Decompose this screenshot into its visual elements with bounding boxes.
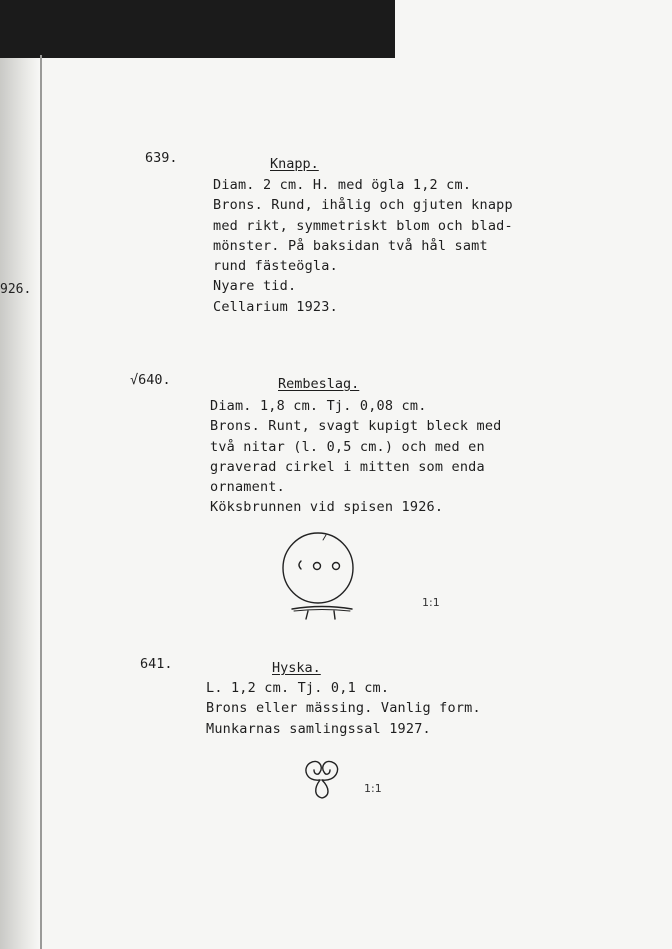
fitting-outline: [283, 533, 353, 603]
entry-title: Rembeslag.: [278, 376, 360, 392]
entry-body: Diam. 2 cm. H. med ögla 1,2 cm. Brons. Rund, ihålig och gjuten knapp med rikt, symmetriskt blom och blad- mönster. På baksidan två hål samt rund fästeögla. Nyare tid. Cellarium 1923.: [213, 177, 513, 315]
hook-sketch: [300, 758, 346, 802]
page-fold-line: [40, 55, 42, 949]
entry-body: Diam. 1,8 cm. Tj. 0,08 cm. Brons. Runt, svagt kupigt bleck med två nitar (l. 0,5 cm.) och med en graverad cirkel i mitten som enda ornament. Köksbrunnen vid spisen 1926.: [210, 398, 502, 516]
hook-bend: [316, 780, 328, 798]
entry-title: Hyska.: [272, 660, 321, 676]
page-left-edge: [0, 40, 42, 949]
scan-dark-band: [0, 0, 395, 58]
scale-label: 1:1: [422, 596, 440, 609]
entry-title: Knapp.: [270, 156, 319, 172]
fitting-center-circle: [314, 563, 321, 570]
entry-number: 641.: [140, 656, 173, 672]
strap-fitting-sketch: [270, 530, 370, 625]
entry-number: √640.: [130, 372, 171, 388]
entry-number: 639.: [145, 150, 178, 166]
hook-loop-right: [322, 761, 338, 780]
fitting-profile: [292, 607, 352, 610]
hook-loop-left: [306, 761, 321, 780]
fitting-rivet-right: [333, 563, 340, 570]
fitting-rivet-pin: [306, 611, 308, 619]
entry-body: L. 1,2 cm. Tj. 0,1 cm. Brons eller mässing. Vanlig form. Munkarnas samlingssal 1927.: [206, 680, 481, 737]
margin-note: 926.: [0, 282, 32, 297]
scale-label: 1:1: [364, 782, 382, 795]
fitting-rivet-left: [299, 561, 301, 569]
